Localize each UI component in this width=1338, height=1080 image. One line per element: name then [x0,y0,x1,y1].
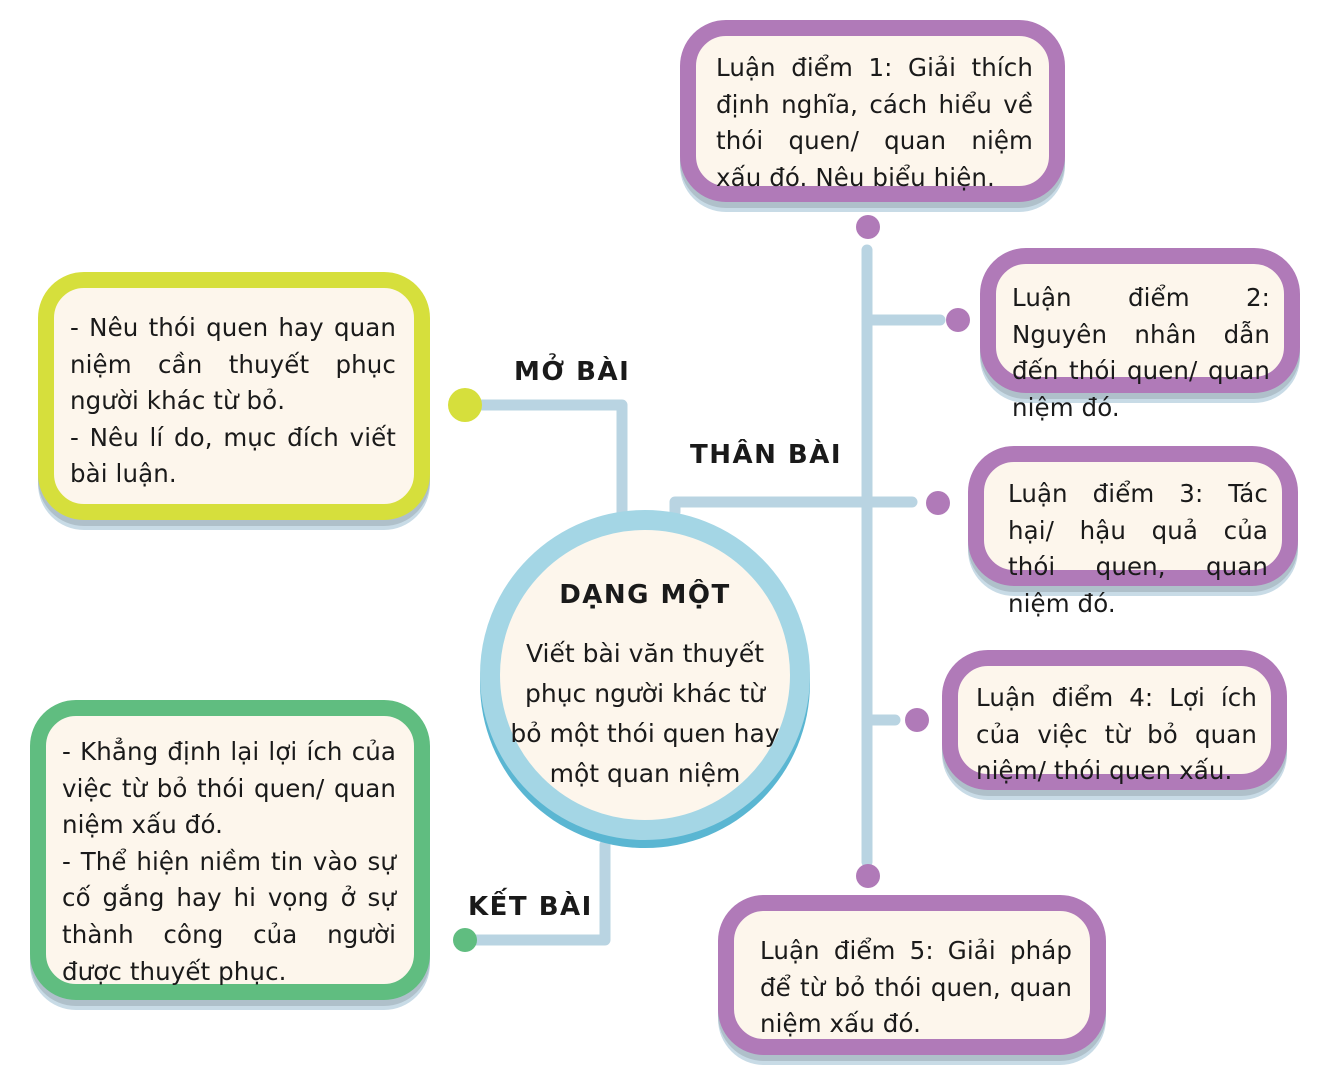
luan-diem-2-dot [946,308,970,332]
mo-bai-line-1: - Nêu thói quen hay quan niệm cần thuyết phục người khác từ bỏ. [70,313,396,416]
center-topic-circle [480,510,810,840]
luan-diem-3-text: Luận điểm 3: Tác hại/ hậu quả của thói quen, quan niệm đó. [1008,479,1268,618]
luan-diem-5-box [718,895,1106,1055]
ket-bai-box [30,700,430,1000]
luan-diem-4-dot [905,708,929,732]
ket-bai-line-2: - Thể hiện niềm tin vào sự cố gắng hay hi vọng ở sự thành công của người được thuyết phục. [62,846,396,986]
luan-diem-1-text: Luận điểm 1: Giải thích định nghĩa, cách hiểu về thói quen/ quan niệm xấu đó. Nêu biểu hiện. [716,53,1033,192]
ket-bai-dot [453,928,477,952]
luan-diem-3-dot [926,491,950,515]
luan-diem-1-dot [856,215,880,239]
luan-diem-2-box [980,248,1300,422]
mo-bai-line-2: - Nêu lí do, mục đích viết bài luận. [70,422,396,489]
luan-diem-5-text: Luận điểm 5: Giải pháp để từ bỏ thói quen, quan niệm xấu đó. [760,936,1072,1039]
luan-diem-5-dot [856,864,880,888]
mo-bai-box [38,272,430,520]
luan-diem-3-box [968,446,1298,618]
than-bai-label: THÂN BÀI [690,440,843,470]
mo-bai-label: MỞ BÀI [514,357,631,387]
mo-bai-dot [448,388,482,422]
luan-diem-4-box [942,650,1287,790]
center-description: Viết bài văn thuyết phục người khác từ bỏ một thói quen hay một quan niệm [510,639,780,788]
center-title: DẠNG MỘT [559,580,731,610]
ket-bai-line-1: - Khẳng định lại lợi ích của việc từ bỏ thói quen/ quan niệm xấu đó. [62,737,396,840]
luan-diem-4-text: Luận điểm 4: Lợi ích của việc từ bỏ quan niệm/ thói quen xấu. [976,683,1257,786]
luan-diem-2-text: Luận điểm 2: Nguyên nhân dẫn đến thói quen/ quan niệm đó. [1012,283,1270,422]
ket-bai-label: KẾT BÀI [468,892,593,922]
luan-diem-1-box [680,20,1065,202]
